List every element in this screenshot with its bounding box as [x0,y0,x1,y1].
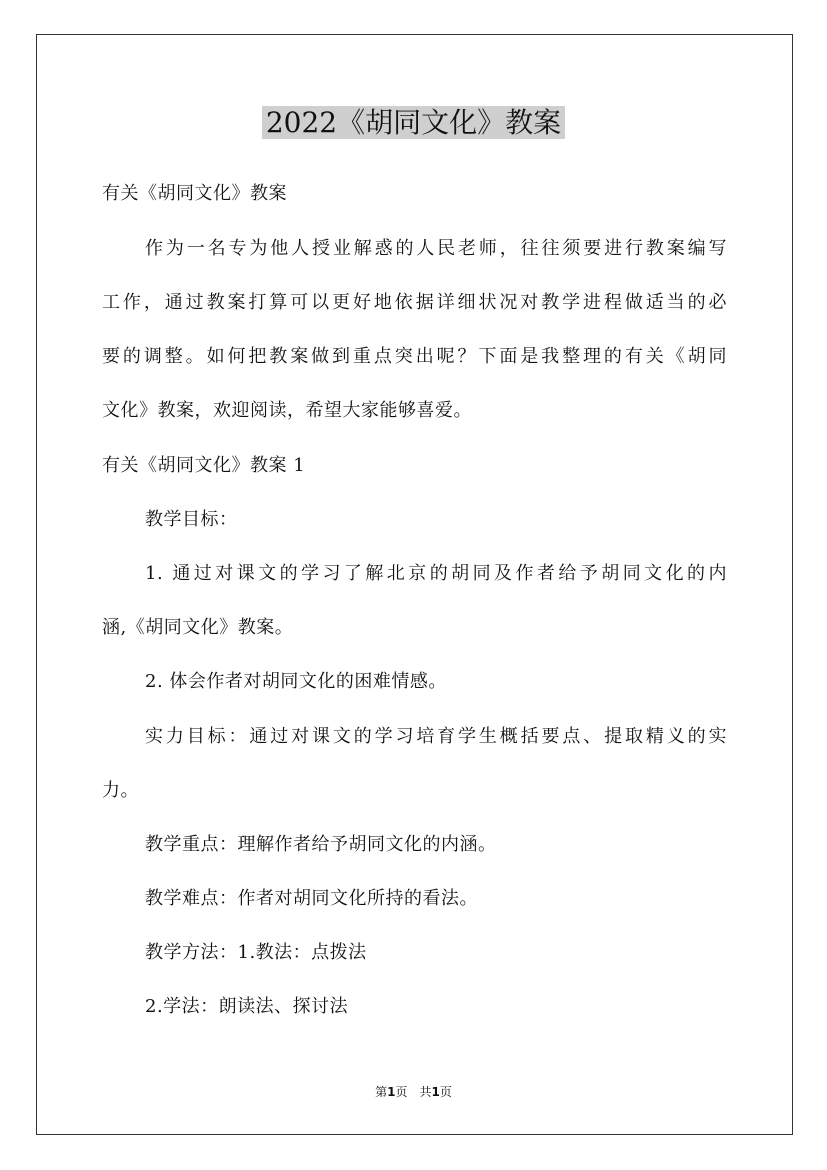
paragraph-line: 2.学法：朗读法、探讨法 [145,996,349,1017]
paragraph-line: 教学重点：理解作者给予胡同文化的内涵。 [145,834,497,855]
paragraph-line: 工作，通过教案打算可以更好地依据详细状况对教学进程做适当的必 [102,292,727,313]
paragraph-line: 涵,《胡同文化》教案。 [102,617,294,638]
section-heading: 有关《胡同文化》教案 [102,183,287,204]
footer-prefix: 第 [375,1085,388,1099]
paragraph-line: 教学方法：1.教法：点拨法 [145,942,367,963]
paragraph-line: 教学目标： [145,509,238,530]
document-title [0,104,827,142]
page-footer [0,1084,827,1100]
document-title-text: 2022《胡同文化》教案 [262,106,565,139]
paragraph-line: 1. 通过对课文的学习了解北京的胡同及作者给予胡同文化的内 [145,563,727,584]
footer-suffix: 页 [439,1085,452,1099]
footer-current-page: 1 [387,1085,396,1099]
paragraph-line: 要的调整。如何把教案做到重点突出呢？下面是我整理的有关《胡同 [102,346,727,367]
section-heading: 有关《胡同文化》教案 1 [102,455,306,476]
paragraph-line: 实力目标：通过对课文的学习培育学生概括要点、提取精义的实 [145,726,727,747]
footer-total-pages: 1 [431,1085,440,1099]
paragraph-line: 教学难点：作者对胡同文化所持的看法。 [145,888,478,909]
footer-mid: 页 共 [395,1085,432,1099]
paragraph-line: 文化》教案，欢迎阅读，希望大家能够喜爱。 [102,400,472,421]
paragraph-line: 力。 [102,780,139,801]
paragraph-line: 2. 体会作者对胡同文化的困难情感。 [145,671,447,692]
paragraph-line: 作为一名专为他人授业解惑的人民老师，往往须要进行教案编写 [145,238,727,259]
